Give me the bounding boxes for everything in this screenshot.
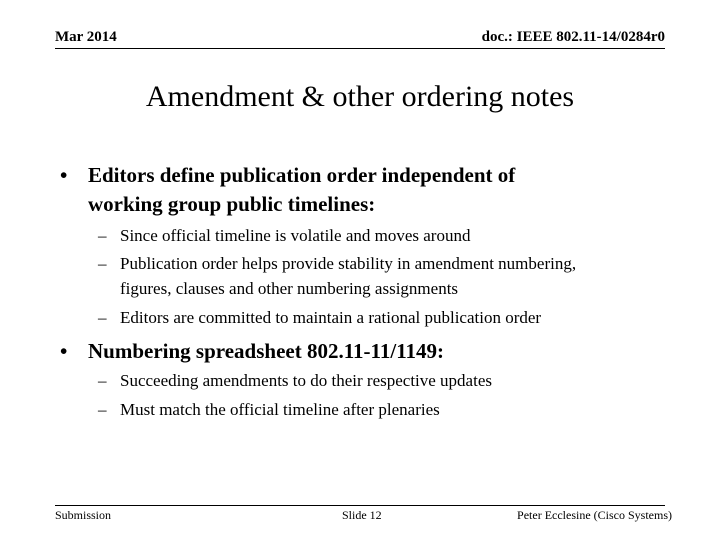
dash-icon: – <box>98 400 107 419</box>
header-divider <box>55 48 665 49</box>
dash-icon: – <box>98 226 107 245</box>
header-date: Mar 2014 <box>55 29 117 45</box>
bullet-1-line-2: working group public timelines: <box>88 192 376 216</box>
footer-submission: Submission <box>55 508 112 522</box>
dash-icon: – <box>98 308 107 327</box>
footer-divider <box>55 505 665 506</box>
bullet-2-line-1: Numbering spreadsheet 802.11-11/1149: <box>88 339 445 363</box>
bullet-1-line-1: Editors define publication order independent of <box>88 163 516 187</box>
dash-icon: – <box>98 254 107 273</box>
bullet-dot-icon: • <box>60 339 68 363</box>
sub-bullet-line: figures, clauses and other numbering assignments <box>120 279 459 298</box>
sub-bullet-line: Succeeding amendments to do their respective updates <box>120 371 492 390</box>
bullet-dot-icon: • <box>60 163 68 187</box>
slide-title: Amendment & other ordering notes <box>145 80 575 113</box>
footer-slide-number: Slide 12 <box>342 508 382 522</box>
sub-bullet-line: Publication order helps provide stability in amendment numbering, <box>120 254 577 273</box>
sub-bullet-line: Must match the official timeline after plenaries <box>120 400 440 419</box>
sub-bullet-line: Editors are committed to maintain a rational publication order <box>120 308 542 327</box>
footer-author: Peter Ecclesine (Cisco Systems) <box>517 508 672 522</box>
dash-icon: – <box>98 371 107 390</box>
header-doc-id: doc.: IEEE 802.11-14/0284r0 <box>481 29 665 45</box>
sub-bullet-line: Since official timeline is volatile and moves around <box>120 226 471 245</box>
